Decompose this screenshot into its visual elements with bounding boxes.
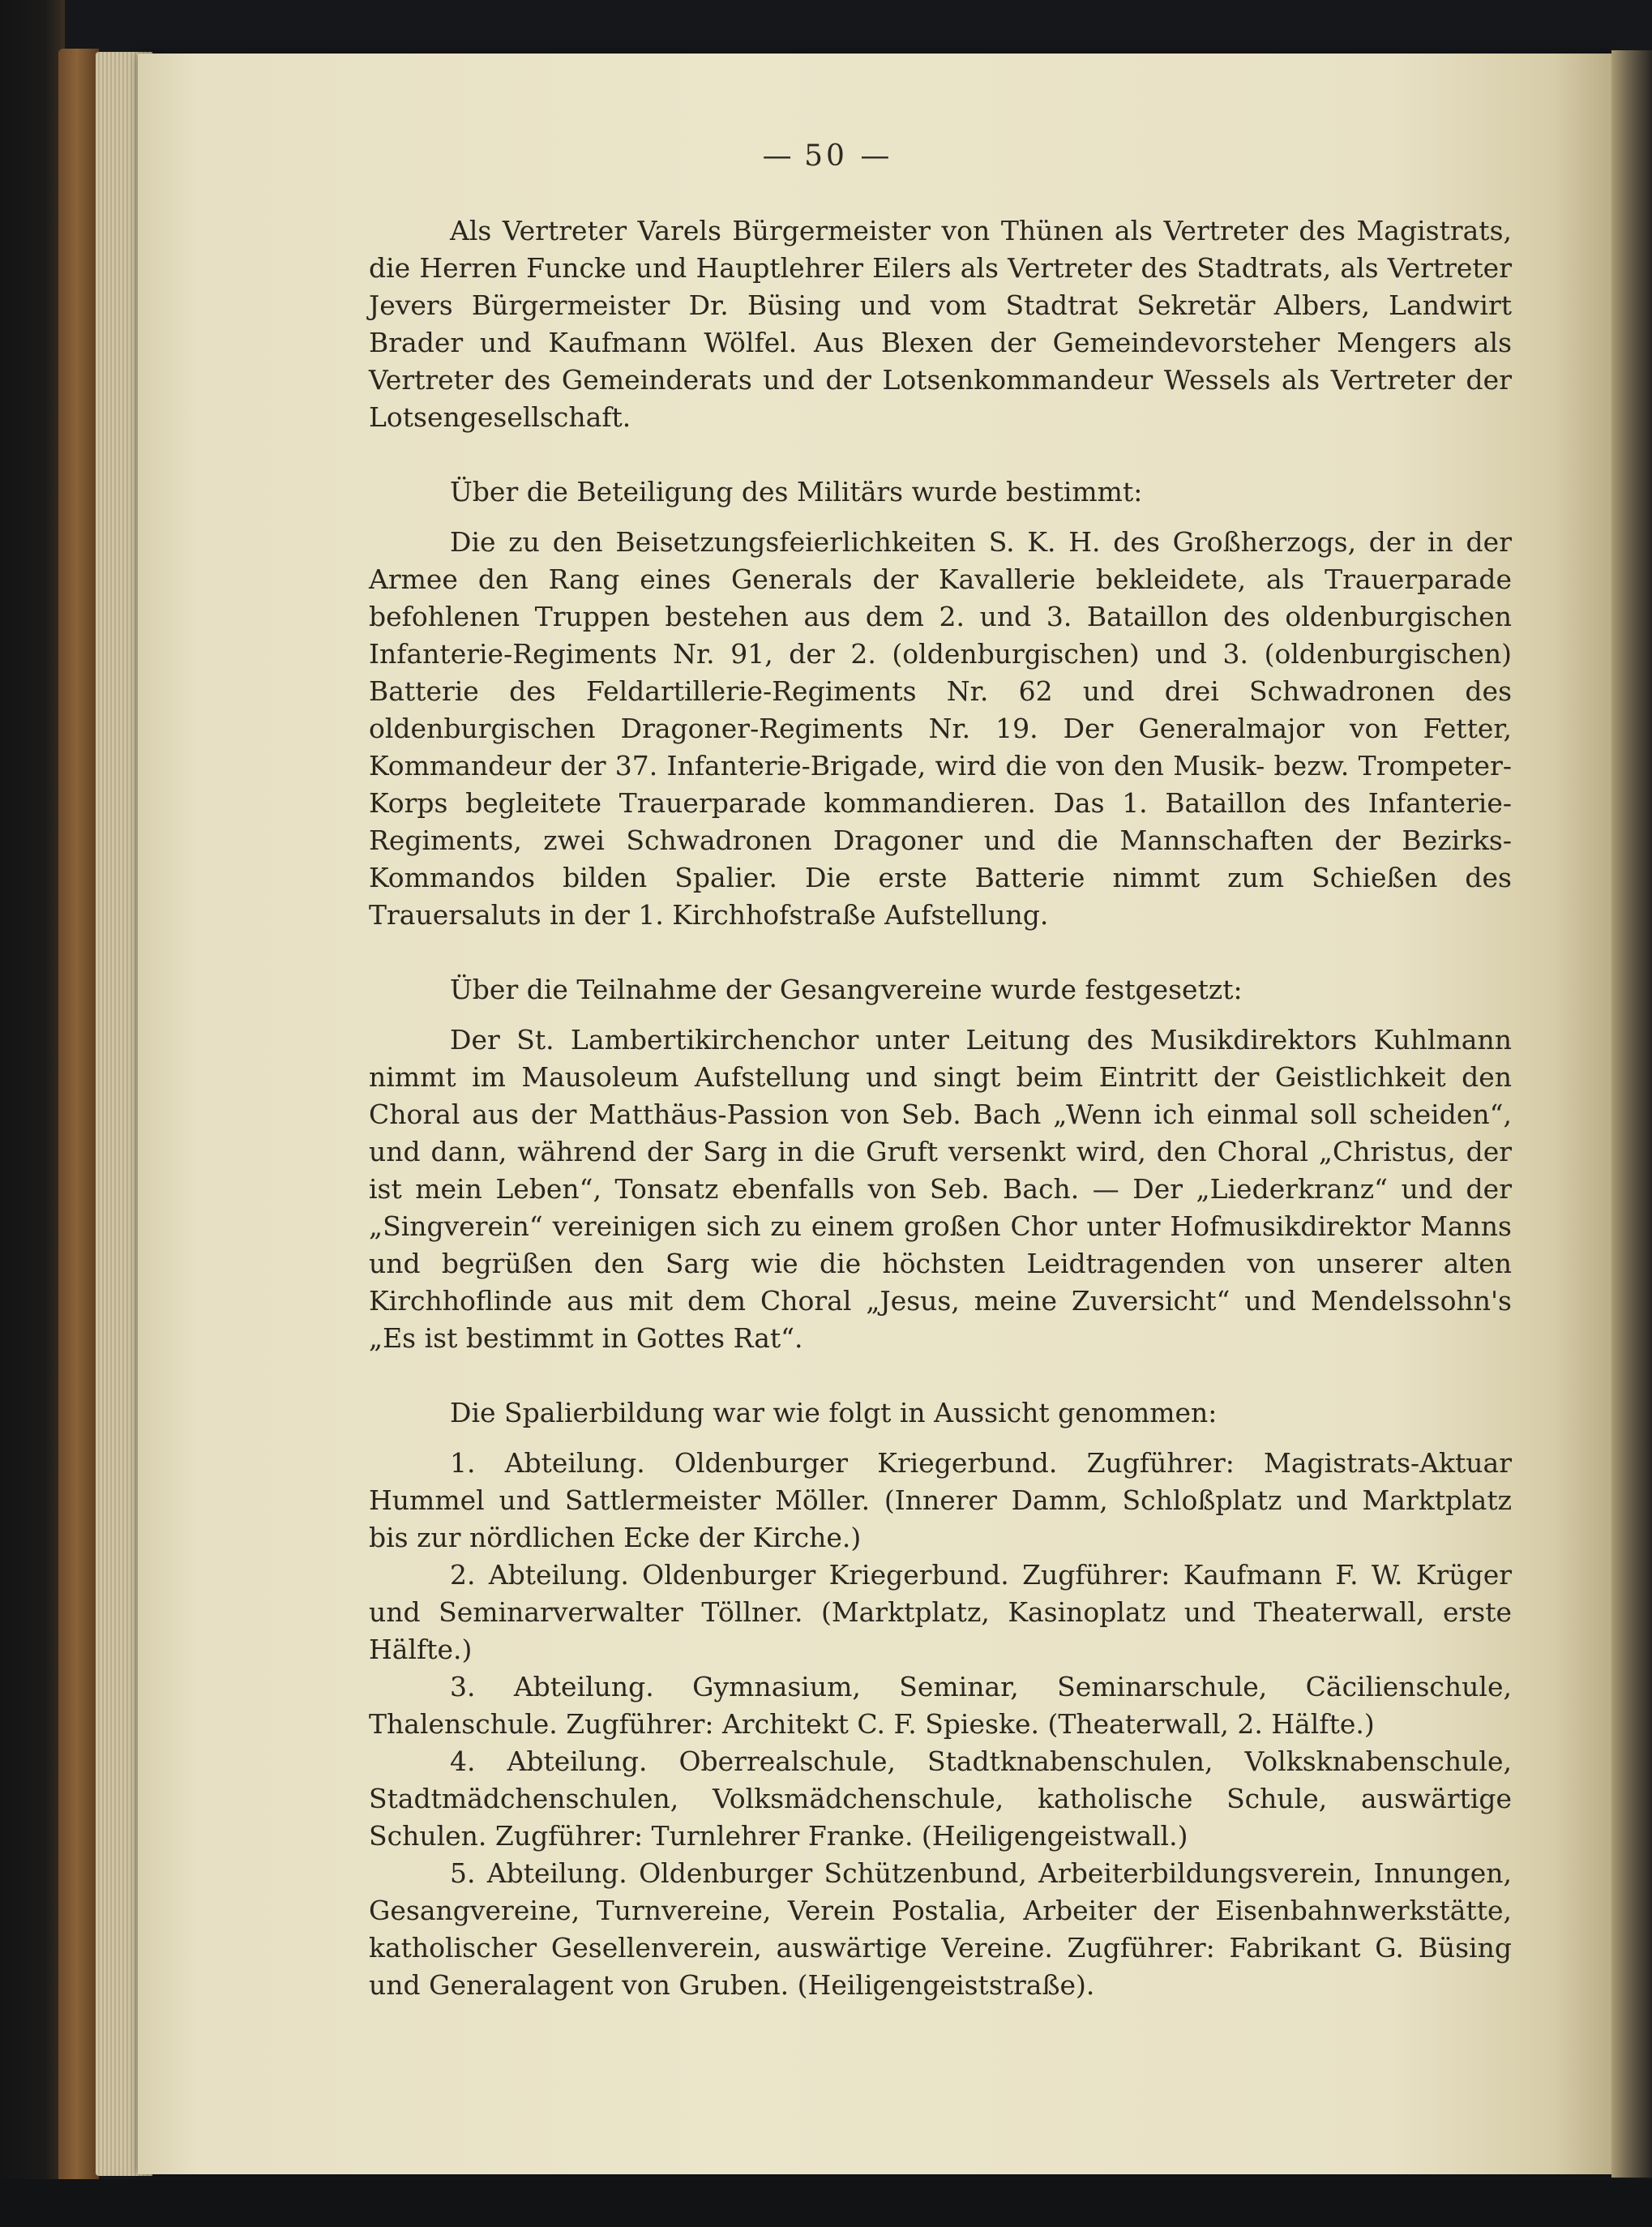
page-gutter-shadow bbox=[1611, 50, 1652, 2178]
list-item-abteilung-4: 4. Abteilung. Oberrealschule, Stadtknabenschulen, Volksknabenschule, Stadtmädchenschulen, Volksmädchenschule, katholische Schule, auswärtige Schulen. Zugführer: Turnlehrer Franke. (Heiligengeistwall.) bbox=[369, 1745, 1512, 1852]
page-body-text bbox=[369, 212, 1512, 2004]
paragraph-choirs-heading: Über die Teilnahme der Gesangvereine wurde festgesetzt: bbox=[450, 974, 1243, 1005]
book-cover-board bbox=[0, 0, 65, 2227]
book-cover-edge bbox=[58, 49, 99, 2205]
paragraph-military-heading: Über die Beteiligung des Militärs wurde bestimmt: bbox=[450, 476, 1143, 507]
list-item-abteilung-5: 5. Abteilung. Oldenburger Schützenbund, Arbeiterbildungsverein, Innungen, Gesangvereine, Turnvereine, Verein Postalia, Arbeiter der Eisenbahnwerkstätte, katholischer Gesellenverein, auswärtige Vereine. Zugführer: Fabrikant G. Büsing und Generalagent von Gruben. (Heiligengeiststraße). bbox=[369, 1857, 1512, 2001]
list-item-abteilung-1: 1. Abteilung. Oldenburger Kriegerbund. Zugführer: Magistrats-Aktuar Hummel und Sattlermeister Möller. (Innerer Damm, Schloßplatz und Marktplatz bis zur nördlichen Ecke der Kirche.) bbox=[369, 1447, 1512, 1553]
page-number-value: 50 bbox=[804, 139, 848, 173]
paragraph-military-details: Die zu den Beisetzungsfeierlichkeiten S. K. H. des Großherzogs, der in der Armee den Rang eines Generals der Kavallerie bekleidete, als Trauerparade befohlenen Truppen bestehen aus dem 2. und 3. Bataillon des oldenburgischen Infanterie-Regiments Nr. 91, der 2. (oldenburgischen) und 3. (oldenburgischen) Batterie des Feldartillerie-Regiments Nr. 62 und drei Schwadronen des oldenburgischen Dragoner-Regiments Nr. 19. Der Generalmajor von Fetter, Kommandeur der 37. Infanterie-Brigade, wird die von den Musik- bezw. Trompeter-Korps begleitete Trauerparade kommandieren. Das 1. Bataillon des Infanterie-Regiments, zwei Schwadronen Dragoner und die Mannschaften der Bezirks-Kommandos bilden Spalier. Die erste Batterie nimmt zum Schießen des Trauersaluts in der 1. Kirchhofstraße Aufstellung. bbox=[369, 526, 1512, 931]
paragraph-spalier-heading: Die Spalierbildung war wie folgt in Aussicht genommen: bbox=[450, 1397, 1218, 1428]
paragraph-choirs-details: Der St. Lambertikirchenchor unter Leitung des Musikdirektors Kuhlmann nimmt im Mausoleum Aufstellung und singt beim Eintritt der Geistlichkeit den Choral aus der Matthäus-Passion von Seb. Bach „Wenn ich einmal soll scheiden“, und dann, während der Sarg in die Gruft versenkt wird, den Choral „Christus, der ist mein Leben“, Tonsatz ebenfalls von Seb. Bach. — Der „Liederkranz“ und der „Singverein“ vereinigen sich zu einem großen Chor unter Hofmusikdirektor Manns und begrüßen den Sarg wie die höchsten Leidtragenden von unserer alten Kirchhoflinde aus mit dem Choral „Jesus, meine Zuversicht“ und Mendelssohn's „Es ist bestimmt in Gottes Rat“. bbox=[369, 1024, 1512, 1354]
paragraph-representatives: Als Vertreter Varels Bürgermeister von Thünen als Vertreter des Magistrats, die Herren Funcke und Hauptlehrer Eilers als Vertreter des Stadtrats, als Vertreter Jevers Bürgermeister Dr. Büsing und vom Stadtrat Sekretär Albers, Landwirt Brader und Kaufmann Wölfel. Aus Blexen der Gemeindevorsteher Mengers als Vertreter des Gemeinderats und der Lotsenkommandeur Wessels als Vertreter der Lotsengesellschaft. bbox=[369, 215, 1512, 433]
list-item-abteilung-2: 2. Abteilung. Oldenburger Kriegerbund. Zugführer: Kaufmann F. W. Krüger und Seminarverwalter Töllner. (Marktplatz, Kasinoplatz und Theaterwall, erste Hälfte.) bbox=[369, 1559, 1512, 1665]
scan-background-bottom bbox=[0, 2179, 1652, 2227]
page-number bbox=[0, 139, 1652, 173]
list-item-abteilung-3: 3. Abteilung. Gymnasium, Seminar, Seminarschule, Cäcilienschule, Thalenschule. Zugführer: Architekt C. F. Spieske. (Theaterwall, 2. Hälfte.) bbox=[369, 1671, 1512, 1740]
page-number-dash-right: — bbox=[860, 139, 890, 173]
page-number-dash-left: — bbox=[762, 139, 792, 173]
